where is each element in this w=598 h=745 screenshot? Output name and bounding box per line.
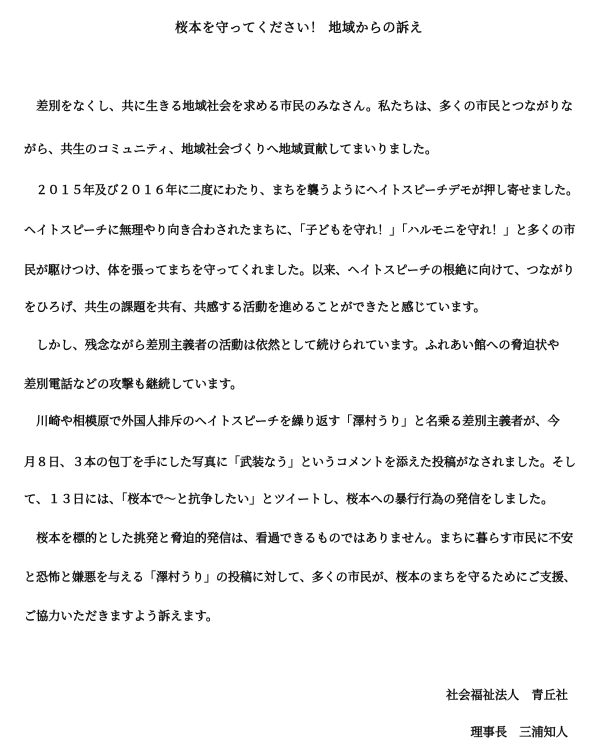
body-line-4: ヘイトスピーチに無理やり向き合わされたまちに、「子どもを守れ！」「ハルモニを守れ！」と多くの市 (24, 223, 576, 237)
body-line-11: て、１３日には、「桜本で～と抗争したい」とツイートし、桜本への暴行行為の発信をしました。 (24, 492, 554, 506)
body-line-14: ご協力いただきますよう訴えます。 (24, 609, 219, 623)
signature-organization: 社会福祉法人 青丘社 (446, 688, 568, 702)
body-line-9: 川崎や相模原で外国人排斥のヘイトスピーチを繰り返す「澤村うり」と名乗る差別主義者が、今 (24, 414, 560, 428)
body-line-7: しかし、残念ながら差別主義者の活動は依然として続けられています。ふれあい館への脅迫状や (24, 338, 560, 352)
body-line-13: と恐怖と嫌悪を与える「澤村うり」の投稿に対して、多くの市民が、桜本のまちを守るためにご支援、 (24, 570, 576, 584)
body-line-6: をひろげ、共生の課題を共有、共感する活動を進めることができたと感じています。 (24, 300, 486, 314)
body-line-3: ２０１５年及び２０１６年に二度にわたり、まちを襲うようにヘイトスピーチデモが押し寄せました。 (24, 183, 578, 197)
body-line-1: 差別をなくし、共に生きる地域社会を求める市民のみなさん。私たちは、多くの市民とつながりな (24, 99, 573, 113)
body-line-8: 差別電話などの攻撃も継続しています。 (24, 377, 243, 391)
body-line-5: 民が駆けつけ、体を張ってまちを守ってくれました。以来、ヘイトスピーチの根絶に向けて、つながり (24, 263, 575, 277)
body-line-2: がら、共生のコミュニティ、地域社会づくりへ地域貢献してまいりました。 (24, 142, 438, 156)
document-title: 桜本を守ってください！ 地域からの訴え (174, 21, 424, 36)
signature-representative: 理事長 三浦知人 (470, 725, 568, 739)
body-line-10: 月８日、３本の包丁を手にした写真に「武装なう」というコメントを添えた投稿がなされました。そし (24, 455, 577, 469)
body-line-12: 桜本を標的とした挑発と脅迫的発信は、看過できるものではありません。まちに暮らす市民に不安 (24, 531, 574, 545)
